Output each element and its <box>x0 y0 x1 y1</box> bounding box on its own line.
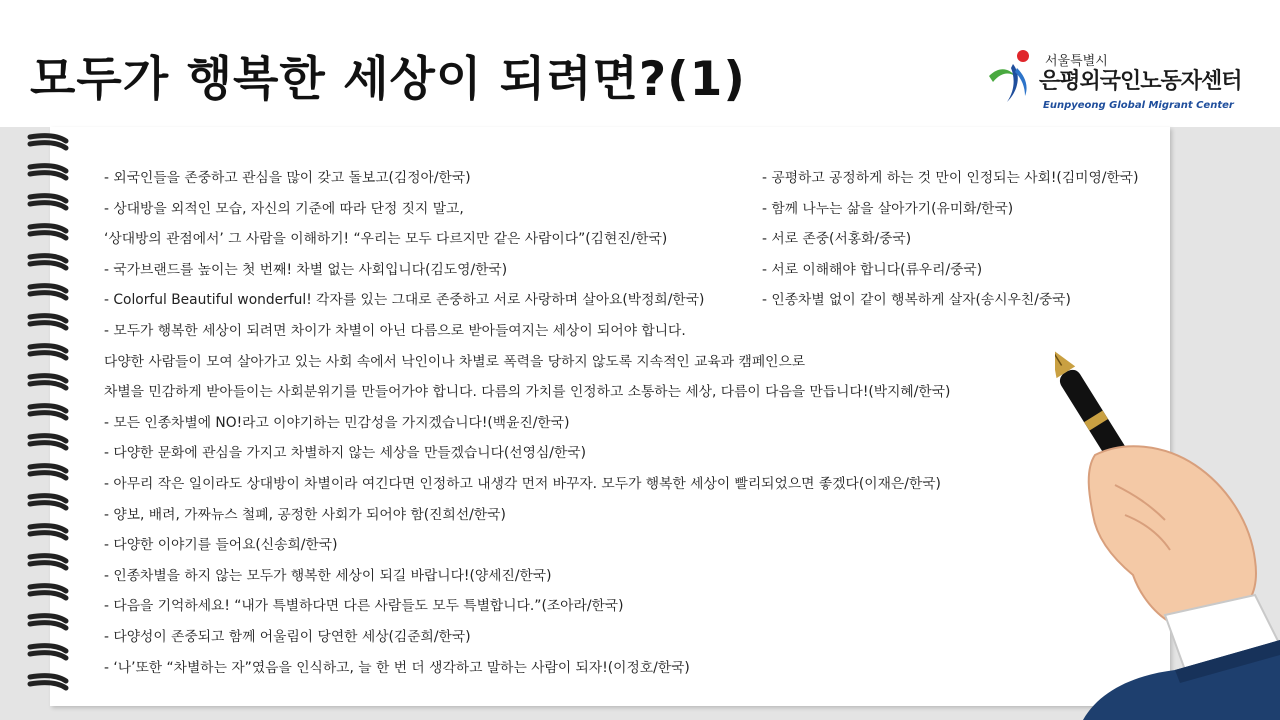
notebook-spiral-icon <box>24 127 74 707</box>
list-item: - 공평하고 공정하게 하는 것 만이 인정되는 사회!(김미영/한국) <box>762 170 1139 186</box>
list-item: - 다음을 기억하세요! “내가 특별하다면 다른 사람들도 모두 특별합니다.”(조아라/한국) <box>104 598 624 615</box>
list-item: - Colorful Beautiful wonderful! 각자를 있는 그대로 존중하고 서로 사랑하며 살아요(박정희/한국) <box>104 292 705 309</box>
list-item: - 인종차별을 하지 않는 모두가 행복한 세상이 되길 바랍니다!(양세진/한국) <box>104 567 552 584</box>
list-item: - 다양성이 존중되고 함께 어울림이 당연한 세상(김준희/한국) <box>104 628 471 645</box>
list-item: - 상대방을 외적인 모습, 자신의 기준에 따라 단정 짓지 말고, <box>104 200 464 217</box>
list-item: - 모든 인종차별에 NO!라고 이야기하는 민감성을 가지겠습니다!(백윤진/한국) <box>104 414 570 431</box>
center-logo <box>985 46 1245 118</box>
org-name-en: Eunpyeong Global Migrant Center <box>1043 100 1234 111</box>
list-item: - 함께 나누는 삶을 살아가기(유미화/한국) <box>762 200 1014 217</box>
org-city: 서울특별시 <box>1045 54 1108 69</box>
list-item: ‘상대방의 관점에서’ 그 사람을 이해하기! “우리는 모두 다르지만 같은 사람이다”(김현진/한국) <box>104 231 668 248</box>
list-item: 차별을 민감하게 받아들이는 사회분위기를 만들어가야 합니다. 다름의 가치를 인정하고 소통하는 세상, 다름이 다음을 만듭니다!(박지혜/한국) <box>104 384 951 401</box>
list-item: - 다양한 이야기를 들어요(신송희/한국) <box>104 537 338 554</box>
list-item: - 다양한 문화에 관심을 가지고 차별하지 않는 세상을 만들겠습니다(선영심/한국) <box>104 445 586 462</box>
page-title: 모두가 행복한 세상이 되려면?(1) <box>30 52 746 107</box>
list-item: - 서로 존중(서홍화/중국) <box>762 231 912 248</box>
list-item: 다양한 사람들이 모여 살아가고 있는 사회 속에서 낙인이나 차별로 폭력을 당하지 않도록 지속적인 교육과 캠페인으로 <box>104 353 806 370</box>
right-comment-list <box>762 163 1139 316</box>
hand-holding-pen-icon <box>1055 345 1280 720</box>
list-item: - 양보, 배려, 가짜뉴스 철폐, 공정한 사회가 되어야 함(진희선/한국) <box>104 506 506 523</box>
list-item: - 모두가 행복한 세상이 되려면 차이가 차별이 아닌 다름으로 받아들여지는 세상이 되어야 합니다. <box>104 322 686 339</box>
org-name: 은평외국인노동자센터 <box>1039 69 1242 94</box>
list-item: - ‘나’또한 “차별하는 자”였음을 인식하고, 늘 한 번 더 생각하고 말하는 사람이 되자!(이정호/한국) <box>104 659 690 676</box>
list-item: - 국가브랜드를 높이는 첫 번째! 차별 없는 사회입니다(김도영/한국) <box>104 261 508 278</box>
list-item: - 서로 이해해야 합니다(류우리/중국) <box>762 261 983 278</box>
list-item: - 인종차별 없이 같이 행복하게 살자(송시우친/중국) <box>762 292 1071 309</box>
list-item: - 외국인들을 존중하고 관심을 많이 갖고 돌보고(김정아/한국) <box>104 170 471 186</box>
list-item: - 아무리 작은 일이라도 상대방이 차별이라 여긴다면 인정하고 내생각 먼저 바꾸자. 모두가 행복한 세상이 빨리되었으면 좋겠다(이재은/한국) <box>104 475 941 492</box>
center-logo-icon <box>985 46 1045 106</box>
